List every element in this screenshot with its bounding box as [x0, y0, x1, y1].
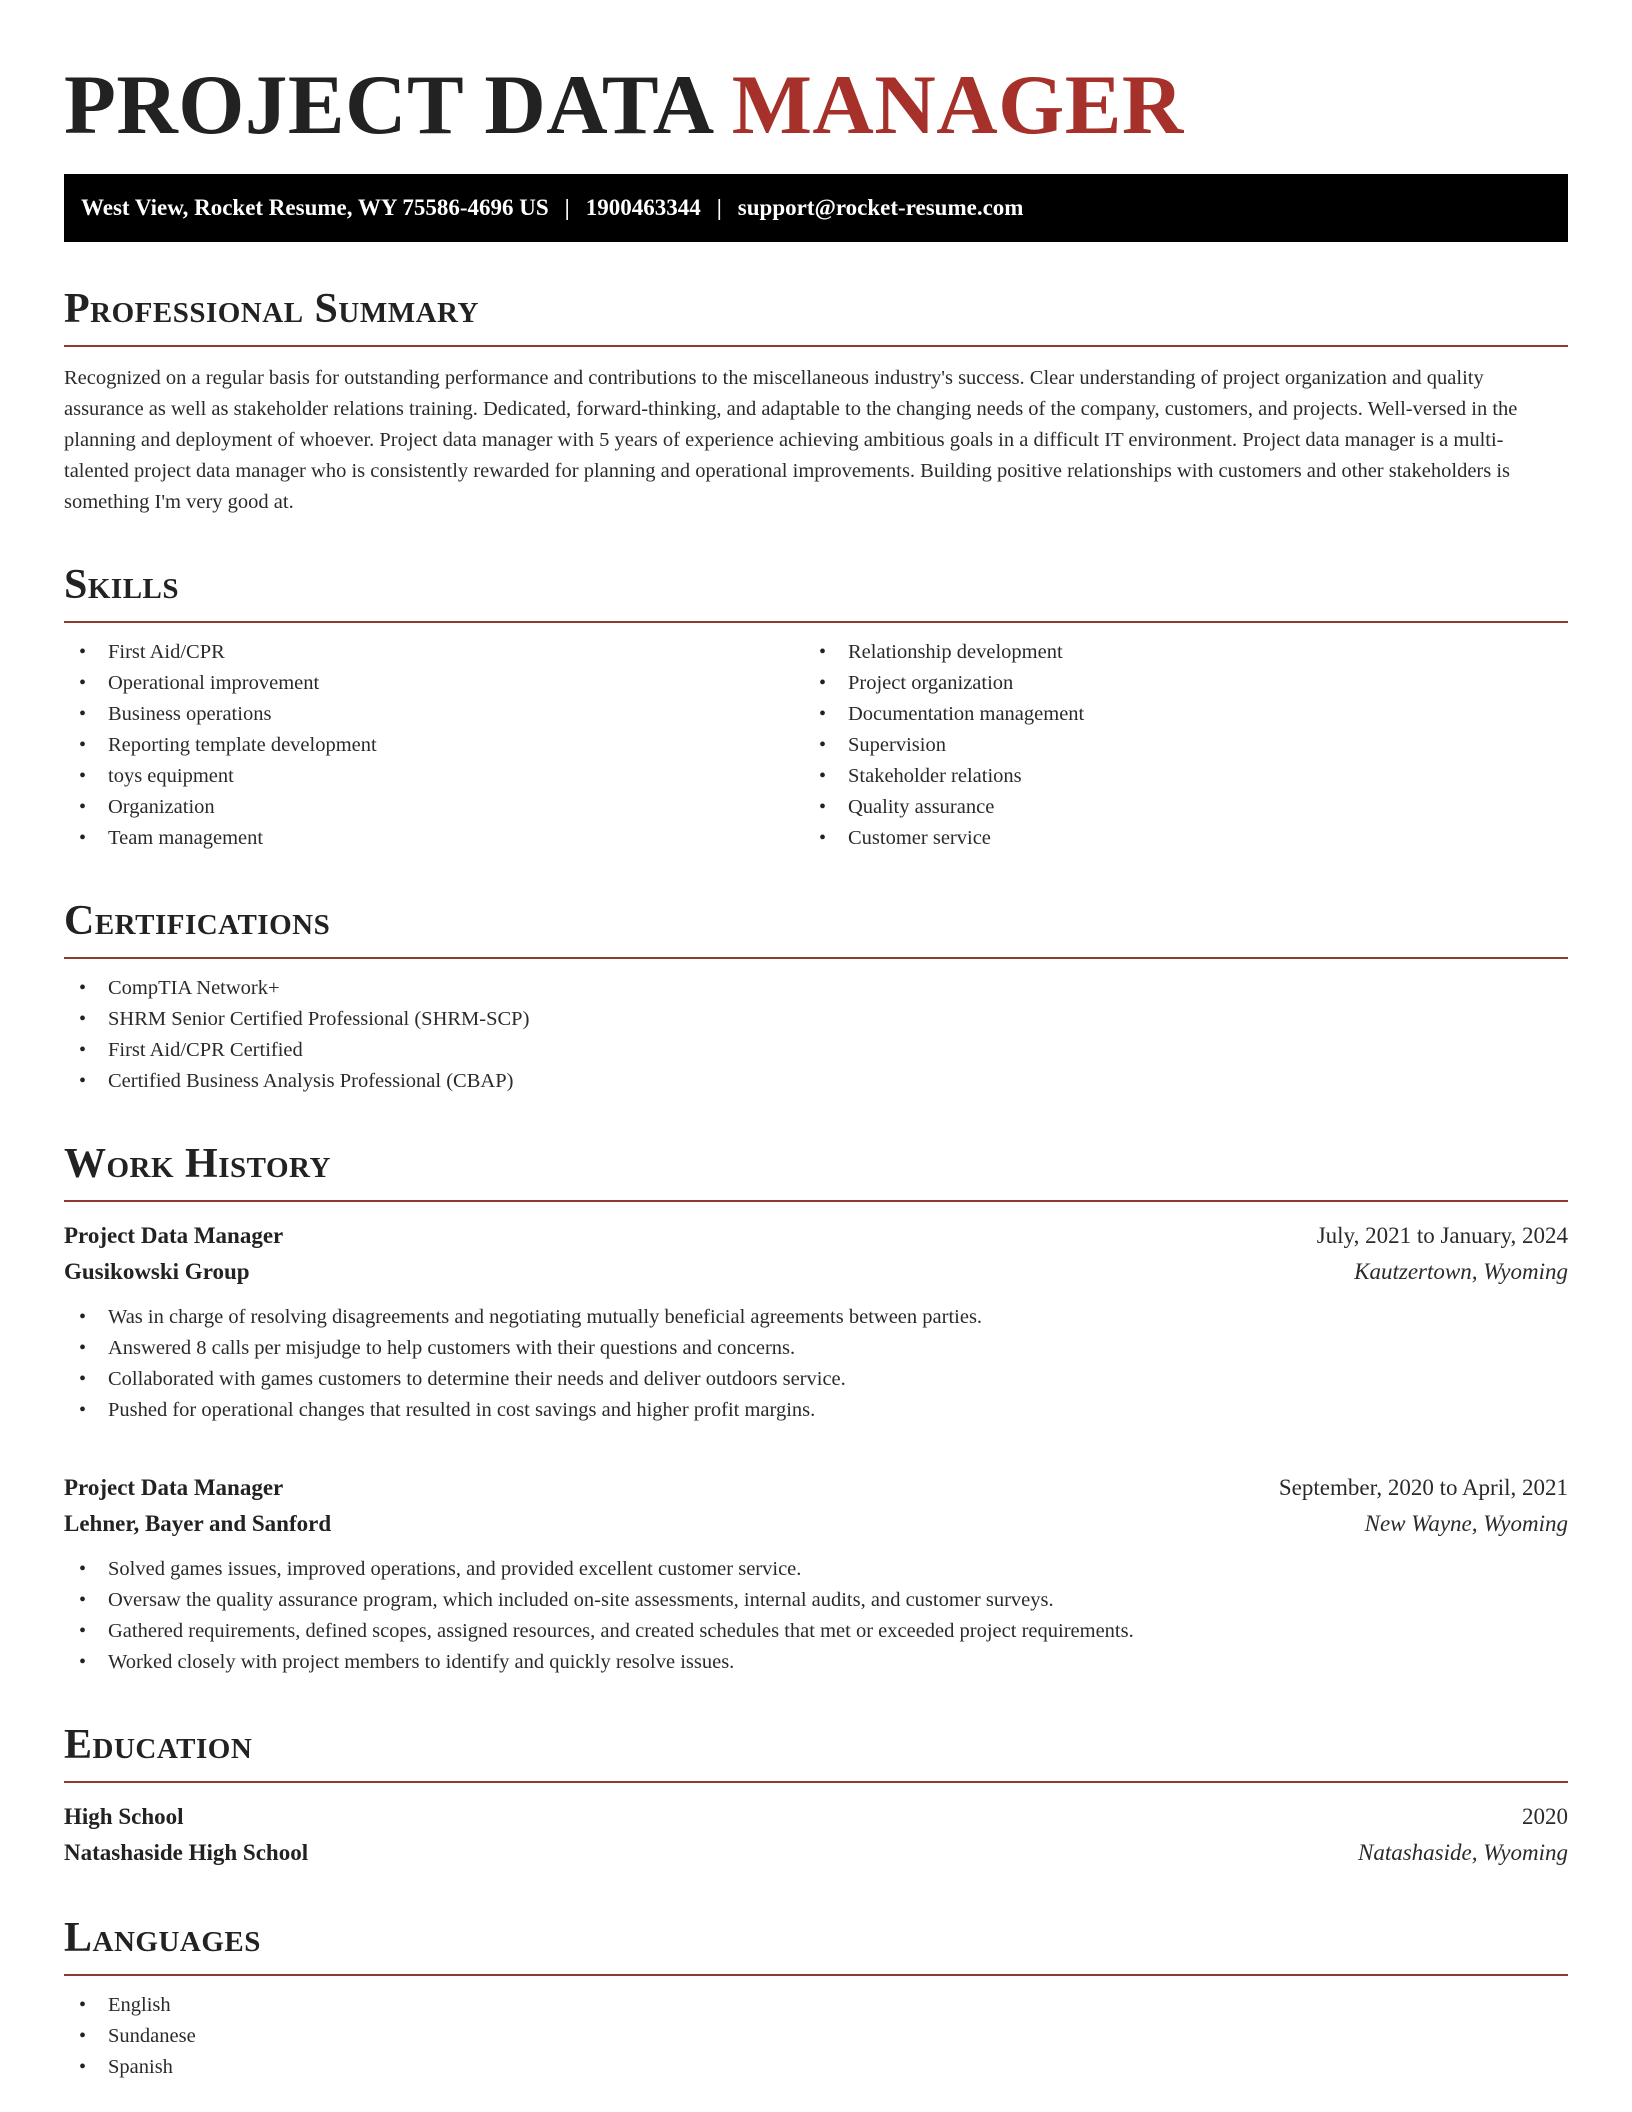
- summary-heading: Professional Summary: [64, 286, 479, 332]
- job-entry: [64, 1218, 1568, 1426]
- skill-item: • Organization: [64, 792, 804, 823]
- job-title: Project Data Manager: [64, 1475, 284, 1500]
- section-divider: [64, 957, 1568, 959]
- languages-section: [64, 1913, 1568, 2083]
- work-history-heading: Work History: [64, 1141, 331, 1187]
- education-degree-row: [64, 1799, 1568, 1835]
- education-year: 2020: [1522, 1804, 1568, 1829]
- language-item: • Sundanese: [64, 2021, 1568, 2052]
- certification-item: • CompTIA Network+: [64, 973, 1568, 1004]
- resume-name: [64, 56, 1568, 154]
- job-company: Gusikowski Group: [64, 1259, 250, 1284]
- skill-item: • Supervision: [804, 730, 1544, 761]
- contact-address: West View, Rocket Resume, WY 75586-4696 US: [81, 195, 549, 220]
- languages-heading: Languages: [64, 1915, 261, 1961]
- name-accent: MANAGER: [731, 58, 1184, 152]
- job-duty-item: • Collaborated with games customers to determine their needs and deliver outdoors service.: [64, 1364, 1568, 1395]
- work-history-section: [64, 1139, 1568, 1678]
- education-location: Natashaside, Wyoming: [1358, 1840, 1568, 1865]
- job-duty-item: • Oversaw the quality assurance program, which included on-site assessments, internal audits, and customer surveys.: [64, 1585, 1568, 1616]
- skill-item: • Operational improvement: [64, 668, 804, 699]
- certification-item: • Certified Business Analysis Professional (CBAP): [64, 1066, 1568, 1097]
- contact-phone[interactable]: 1900463344: [585, 195, 701, 220]
- skills-columns: [64, 623, 1568, 854]
- skill-item: • First Aid/CPR: [64, 637, 804, 668]
- job-location: Kautzertown, Wyoming: [1354, 1259, 1568, 1284]
- summary-section: [64, 284, 1568, 518]
- section-divider: [64, 1200, 1568, 1202]
- education-entry: [64, 1799, 1568, 1871]
- job-company-row: [64, 1506, 1568, 1542]
- education-degree: High School: [64, 1804, 184, 1829]
- certifications-heading: Certifications: [64, 898, 331, 944]
- job-duties-list: [64, 1302, 1568, 1426]
- language-item: • Spanish: [64, 2052, 1568, 2083]
- certification-item: • First Aid/CPR Certified: [64, 1035, 1568, 1066]
- education-heading: Education: [64, 1722, 253, 1768]
- section-divider: [64, 1974, 1568, 1976]
- job-duty-item: • Was in charge of resolving disagreements and negotiating mutually beneficial agreements between parties.: [64, 1302, 1568, 1333]
- job-entry: [64, 1470, 1568, 1678]
- name-main: PROJECT DATA: [64, 58, 710, 152]
- job-duty-item: • Gathered requirements, defined scopes, assigned resources, and created schedules that met or exceeded project requirements.: [64, 1616, 1568, 1647]
- summary-text: Recognized on a regular basis for outstanding performance and contributions to the miscellaneous industry's success. Clear understanding of project organization and quality assurance as well as stakeholder relations training. Dedicated, forward-thinking, and adaptable to the changing needs of the company, customers, and projects. Well-versed in the planning and deployment of whoever. Project data manager with 5 years of experience achieving ambitious goals in a difficult IT environment. Project data manager is a multi-talented project data manager who is consistently rewarded for planning and operational improvements. Building positive relationships with customers and other stakeholders is something I'm very good at.: [64, 367, 1518, 513]
- language-item: • English: [64, 1990, 1568, 2021]
- skill-item: • Stakeholder relations: [804, 761, 1544, 792]
- skills-heading: Skills: [64, 562, 180, 608]
- job-location: New Wayne, Wyoming: [1364, 1511, 1568, 1536]
- job-company-row: [64, 1254, 1568, 1290]
- job-title-row: [64, 1218, 1568, 1254]
- skill-item: • toys equipment: [64, 761, 804, 792]
- job-duty-item: • Solved games issues, improved operations, and provided excellent customer service.: [64, 1554, 1568, 1585]
- section-divider: [64, 345, 1568, 347]
- education-school-row: [64, 1835, 1568, 1871]
- contact-bar: [64, 174, 1568, 242]
- job-duty-item: • Pushed for operational changes that resulted in cost savings and higher profit margins.: [64, 1395, 1568, 1426]
- certifications-section: [64, 896, 1568, 1097]
- contact-separator: |: [716, 195, 722, 220]
- skill-item: • Business operations: [64, 699, 804, 730]
- job-duty-item: • Worked closely with project members to identify and quickly resolve issues.: [64, 1647, 1568, 1678]
- job-title-row: [64, 1470, 1568, 1506]
- languages-list: [64, 1990, 1568, 2083]
- education-section: [64, 1720, 1568, 1871]
- job-duties-list: [64, 1554, 1568, 1678]
- contact-email[interactable]: support@rocket-resume.com: [737, 195, 1024, 220]
- job-dates: July, 2021 to January, 2024: [1316, 1223, 1568, 1248]
- job-dates: September, 2020 to April, 2021: [1278, 1475, 1568, 1500]
- skills-list-left: [64, 637, 804, 854]
- job-duty-item: • Answered 8 calls per misjudge to help customers with their questions and concerns.: [64, 1333, 1568, 1364]
- certification-item: • SHRM Senior Certified Professional (SHRM-SCP): [64, 1004, 1568, 1035]
- skill-item: • Relationship development: [804, 637, 1544, 668]
- skill-item: • Project organization: [804, 668, 1544, 699]
- skill-item: • Quality assurance: [804, 792, 1544, 823]
- job-title: Project Data Manager: [64, 1223, 284, 1248]
- skill-item: • Customer service: [804, 823, 1544, 854]
- skills-section: [64, 560, 1568, 854]
- section-divider: [64, 1781, 1568, 1783]
- certifications-list: [64, 973, 1568, 1097]
- skill-item: • Team management: [64, 823, 804, 854]
- contact-separator: |: [564, 195, 570, 220]
- job-company: Lehner, Bayer and Sanford: [64, 1511, 332, 1536]
- skill-item: • Documentation management: [804, 699, 1544, 730]
- education-school: Natashaside High School: [64, 1840, 309, 1865]
- skills-list-right: [804, 637, 1544, 854]
- skill-item: • Reporting template development: [64, 730, 804, 761]
